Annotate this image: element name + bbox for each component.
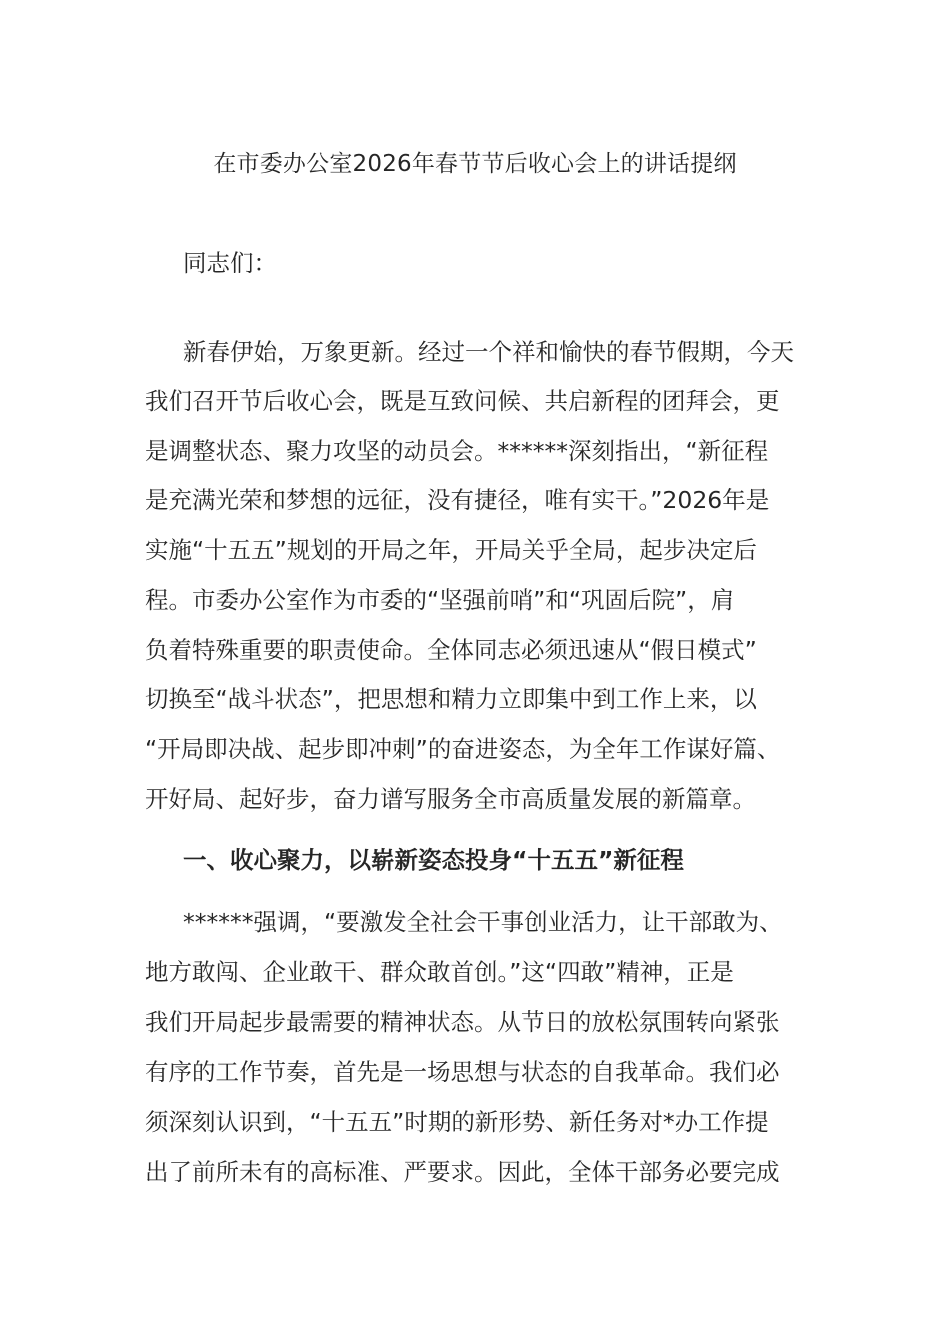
paragraph-2-line-5: 须深刻认识到，“十五五”时期的新形势、新任务对*办工作提 — [145, 1108, 769, 1136]
paragraph-2-line-4: 有序的工作节奏，首先是一场思想与状态的自我革命。我们必 — [145, 1058, 780, 1086]
document-title: 在市委办公室2026年春节节后收心会上的讲话提纲 — [213, 151, 737, 177]
salutation: 同志们： — [183, 249, 277, 277]
paragraph-2-line-3: 我们开局起步最需要的精神状态。从节日的放松氛围转向紧张 — [145, 1008, 780, 1036]
paragraph-1-line-3: 是调整状态、聚力攻坚的动员会。******深刻指出，“新征程 — [145, 437, 769, 465]
paragraph-1-line-8: 切换至“战斗状态”，把思想和精力立即集中到工作上来，以 — [145, 685, 757, 713]
paragraph-1-line-2: 我们召开节后收心会，既是互致问候、共启新程的团拜会，更 — [145, 387, 780, 415]
paragraph-2-line-2: 地方敢闯、企业敢干、群众敢首创。”这“四敢”精神，正是 — [145, 958, 734, 986]
paragraph-1-line-1: 新春伊始，万象更新。经过一个祥和愉快的春节假期，今天 — [183, 338, 794, 366]
paragraph-1-line-4: 是充满光荣和梦想的远征，没有捷径，唯有实干。”2026年是 — [145, 486, 770, 514]
paragraph-1-line-9: “开局即决战、起步即冲刺”的奋进姿态，为全年工作谋好篇、 — [145, 735, 781, 763]
paragraph-2-line-1: ******强调，“要激发全社会干事创业活力，让干部敢为、 — [183, 908, 783, 936]
section-heading-1: 一、收心聚力，以崭新姿态投身“十五五”新征程 — [183, 846, 684, 874]
paragraph-1-line-5: 实施“十五五”规划的开局之年，开局关乎全局，起步决定后 — [145, 536, 757, 564]
paragraph-1-line-7: 负着特殊重要的职责使命。全体同志必须迅速从“假日模式” — [145, 636, 757, 664]
paragraph-2-line-6: 出了前所未有的高标准、严要求。因此，全体干部务必要完成 — [145, 1158, 780, 1186]
paragraph-1-line-6: 程。市委办公室作为市委的“坚强前哨”和“巩固后院”，肩 — [145, 586, 735, 614]
paragraph-1-line-10: 开好局、起好步，奋力谱写服务全市高质量发展的新篇章。 — [145, 785, 756, 813]
